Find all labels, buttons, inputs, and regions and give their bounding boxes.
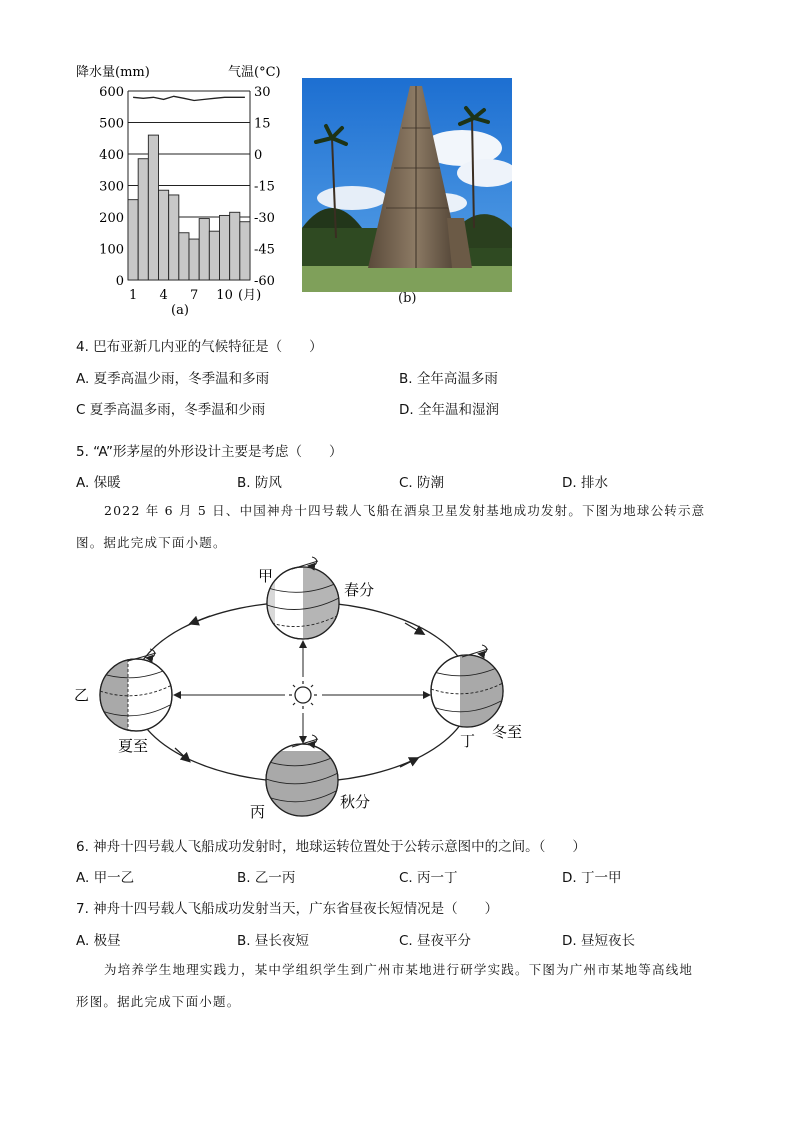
precip-bar bbox=[220, 215, 230, 280]
intro-1-line-2: 图。据此完成下面小题。 bbox=[76, 535, 227, 550]
label-xiazhi: 夏至 bbox=[118, 737, 149, 755]
q4-option-c[interactable]: C 夏季高温多雨，冬季温和少雨 bbox=[76, 402, 266, 418]
precip-bar bbox=[159, 190, 169, 280]
earth-orbit-diagram bbox=[60, 555, 540, 825]
q5-option-c[interactable]: C. 防潮 bbox=[399, 475, 445, 491]
a-frame-hut-photo bbox=[302, 78, 512, 292]
precip-bar bbox=[148, 135, 158, 280]
q7-option-b[interactable]: B. 昼长夜短 bbox=[237, 933, 309, 949]
q5-option-d[interactable]: D. 排水 bbox=[562, 475, 608, 491]
precipitation-bars bbox=[128, 135, 250, 280]
right-tick-label: -15 bbox=[254, 179, 275, 195]
label-ding: 丁 bbox=[460, 732, 476, 750]
x-tick-label: 10 bbox=[216, 288, 233, 303]
q6-option-d[interactable]: D. 丁一甲 bbox=[562, 870, 622, 886]
earth-jia-spring-equinox bbox=[265, 557, 343, 643]
precip-bar bbox=[199, 219, 209, 280]
label-jia: 甲 bbox=[258, 567, 274, 585]
intro-2-line-2: 形图。据此完成下面小题。 bbox=[76, 994, 241, 1009]
q6-option-b[interactable]: B. 乙一丙 bbox=[237, 870, 296, 886]
precip-bar bbox=[189, 239, 199, 280]
q5-option-b[interactable]: B. 防风 bbox=[237, 475, 282, 491]
orbit-arrow-bottom-right bbox=[400, 759, 416, 767]
x-axis-ticks bbox=[129, 288, 233, 303]
label-dongzhi: 冬至 bbox=[492, 723, 523, 741]
left-tick-label: 500 bbox=[99, 116, 124, 132]
right-tick-label: 15 bbox=[254, 116, 271, 132]
q7-option-c[interactable]: C. 昼夜平分 bbox=[399, 933, 472, 949]
chart-ylabel-right: 气温(°C) bbox=[228, 65, 281, 80]
temperature-line bbox=[133, 96, 245, 100]
precip-bar bbox=[240, 222, 250, 280]
left-tick-label: 0 bbox=[115, 274, 124, 289]
q6-option-c[interactable]: C. 丙一丁 bbox=[399, 870, 458, 886]
right-tick-label: 30 bbox=[254, 85, 271, 100]
right-tick-label: 0 bbox=[254, 148, 263, 163]
left-tick-label: 300 bbox=[99, 179, 124, 195]
label-qiufen: 秋分 bbox=[340, 793, 371, 811]
chart-label-a: (a) bbox=[171, 303, 189, 318]
precip-bar bbox=[209, 231, 219, 280]
q6-option-a[interactable]: A. 甲一乙 bbox=[76, 870, 135, 886]
photo-label-b: (b) bbox=[398, 291, 417, 306]
q4-option-d[interactable]: D. 全年温和湿润 bbox=[399, 402, 499, 418]
sun-icon bbox=[289, 681, 317, 709]
precip-bar bbox=[138, 159, 148, 280]
precip-bar bbox=[128, 200, 138, 280]
left-tick-label: 400 bbox=[99, 148, 124, 163]
temperature-curve bbox=[133, 96, 245, 100]
intro-1-line-1: 2022 年 6 月 5 日、中国神舟十四号载人飞船在酒泉卫星发射基地成功发射。下图为地球公转示意 bbox=[104, 503, 706, 518]
left-tick-label: 200 bbox=[99, 211, 124, 226]
question-6-stem: 6. 神舟十四号载人飞船成功发射时，地球运转位置处于公转示意图中的之间。（ ） bbox=[76, 839, 586, 855]
x-tick-label: 7 bbox=[189, 288, 199, 303]
x-tick-label: 1 bbox=[128, 288, 138, 303]
q7-option-a[interactable]: A. 极昼 bbox=[76, 933, 121, 949]
intro-2-line-1: 为培养学生地理实践力，某中学组织学生到广州市某地进行研学实践。下图为广州市某地等高线地 bbox=[104, 962, 694, 977]
q4-option-a[interactable]: A. 夏季高温少雨，冬季温和多雨 bbox=[76, 371, 270, 387]
left-tick-label: 600 bbox=[99, 85, 124, 100]
climate-chart bbox=[70, 58, 295, 318]
hut-photo-illustration bbox=[302, 78, 512, 292]
label-yi: 乙 bbox=[74, 686, 90, 704]
right-axis-ticks bbox=[254, 85, 275, 289]
orbit-arrow-top-left bbox=[192, 616, 210, 623]
left-tick-label: 100 bbox=[99, 242, 124, 258]
right-tick-label: -45 bbox=[254, 242, 275, 258]
left-axis-ticks bbox=[99, 85, 124, 289]
precip-bar bbox=[169, 195, 179, 280]
q5-option-a[interactable]: A. 保暖 bbox=[76, 475, 121, 491]
earth-yi-summer-solstice bbox=[96, 649, 172, 735]
label-bing: 丙 bbox=[250, 803, 266, 821]
chart-ylabel-left: 降水量(mm) bbox=[76, 65, 150, 80]
question-5-stem: 5. “A”形茅屋的外形设计主要是考虑（ ） bbox=[76, 444, 343, 460]
orbit-arrow-bottom-left bbox=[175, 748, 188, 760]
q7-option-d[interactable]: D. 昼短夜长 bbox=[562, 933, 635, 949]
right-tick-label: -60 bbox=[254, 274, 275, 289]
precip-bar bbox=[179, 233, 189, 280]
question-4-stem: 4. 巴布亚新几内亚的气候特征是（ ） bbox=[76, 339, 323, 355]
chart-x-unit: (月) bbox=[238, 288, 262, 303]
label-chunfen: 春分 bbox=[344, 581, 375, 599]
q4-option-b[interactable]: B. 全年高温多雨 bbox=[399, 371, 498, 387]
x-tick-label: 4 bbox=[159, 288, 168, 303]
right-tick-label: -30 bbox=[254, 211, 275, 226]
precip-bar bbox=[230, 212, 240, 280]
question-7-stem: 7. 神舟十四号载人飞船成功发射当天，广东省昼夜长短情况是（ ） bbox=[76, 901, 499, 917]
earth-bing-autumn-equinox bbox=[262, 735, 342, 821]
earth-ding-winter-solstice bbox=[431, 645, 510, 731]
